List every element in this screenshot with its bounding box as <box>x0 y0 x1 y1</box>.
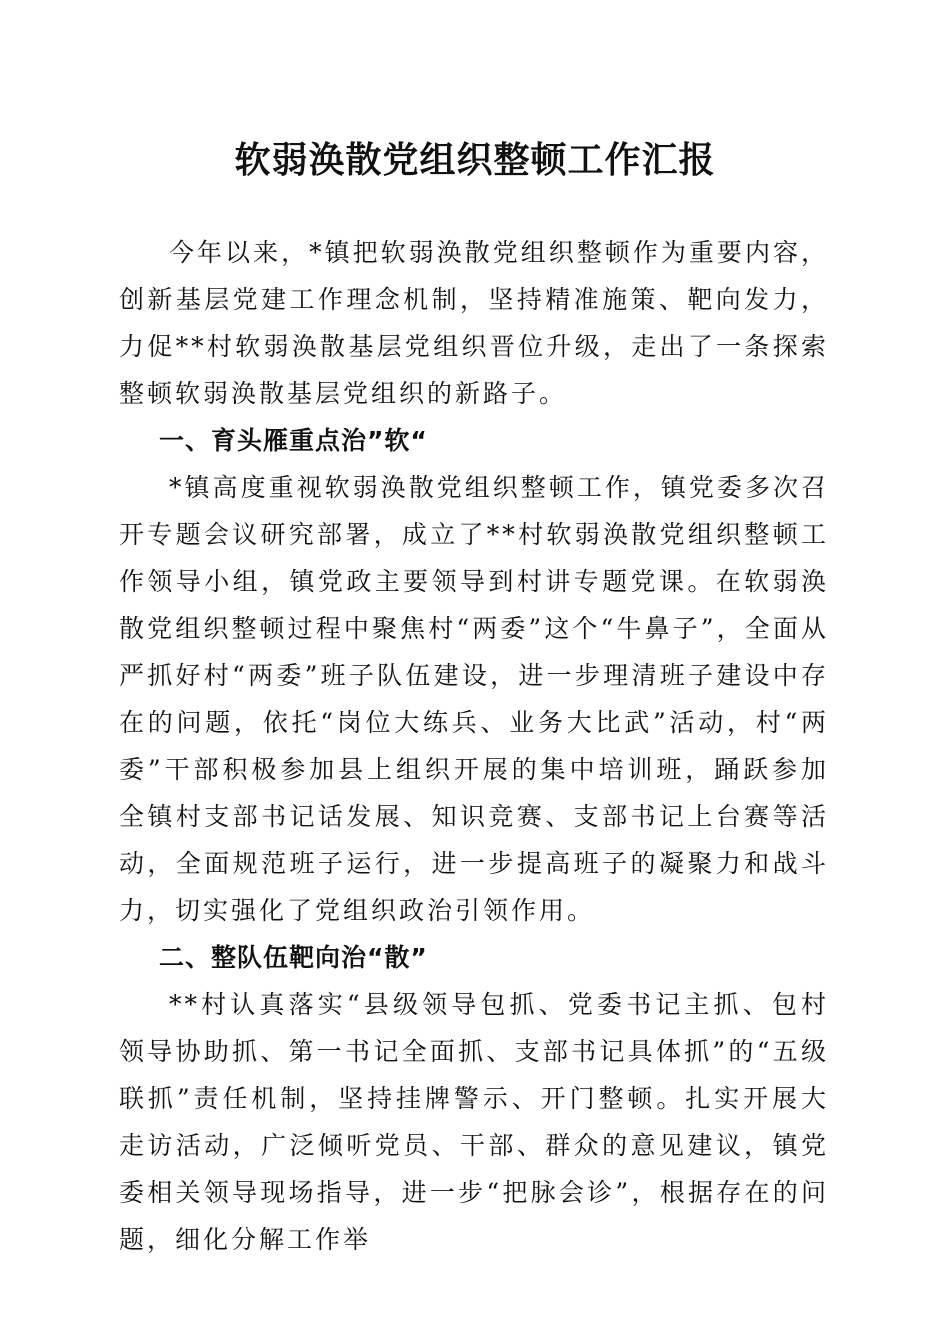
section-2-paragraph: **村认真落实“县级领导包抓、党委书记主抓、包村领导协助抓、第一书记全面抓、支部书记具体抓”的“五级联抓”责任机制，坚持挂牌警示、开门整顿。扎实开展大走访活动，广泛倾听党员、干部、群众的意见建议，镇党委相关领导现场指导，进一步“把脉会诊”，根据存在的问题，细化分解工作举 <box>119 990 829 1254</box>
document-title: 软弱涣散党组织整顿工作汇报 <box>234 139 716 181</box>
intro-paragraph: 今年以来，*镇把软弱涣散党组织整顿作为重要内容，创新基层党建工作理念机制，坚持精准施策、靶向发力，力促**村软弱涣散基层党组织晋位升级，走出了一条探索整顿软弱涣散基层党组织的新路子。 <box>119 238 829 408</box>
document-body <box>119 229 829 1263</box>
section-1-heading: 一、育头雁重点治”软“ <box>159 426 428 455</box>
section-1-paragraph: *镇高度重视软弱涣散党组织整顿工作，镇党委多次召开专题会议研究部署，成立了**村软弱涣散党组织整顿工作领导小组，镇党政主要领导到村讲专题党课。在软弱涣散党组织整顿过程中聚焦村“两委”这个“牛鼻子”，全面从严抓好村“两委”班子队伍建设，进一步理清班子建设中存在的问题，依托“岗位大练兵、业务大比武”活动，村“两委”干部积极参加县上组织开展的集中培训班，踊跃参加全镇村支部书记话发展、知识竞赛、支部书记上台赛等活动，全面规范班子运行，进一步提高班子的凝聚力和战斗力，切实强化了党组织政治引领作用。 <box>119 473 829 925</box>
section-2-heading: 二、整队伍靶向治“散” <box>159 943 428 972</box>
